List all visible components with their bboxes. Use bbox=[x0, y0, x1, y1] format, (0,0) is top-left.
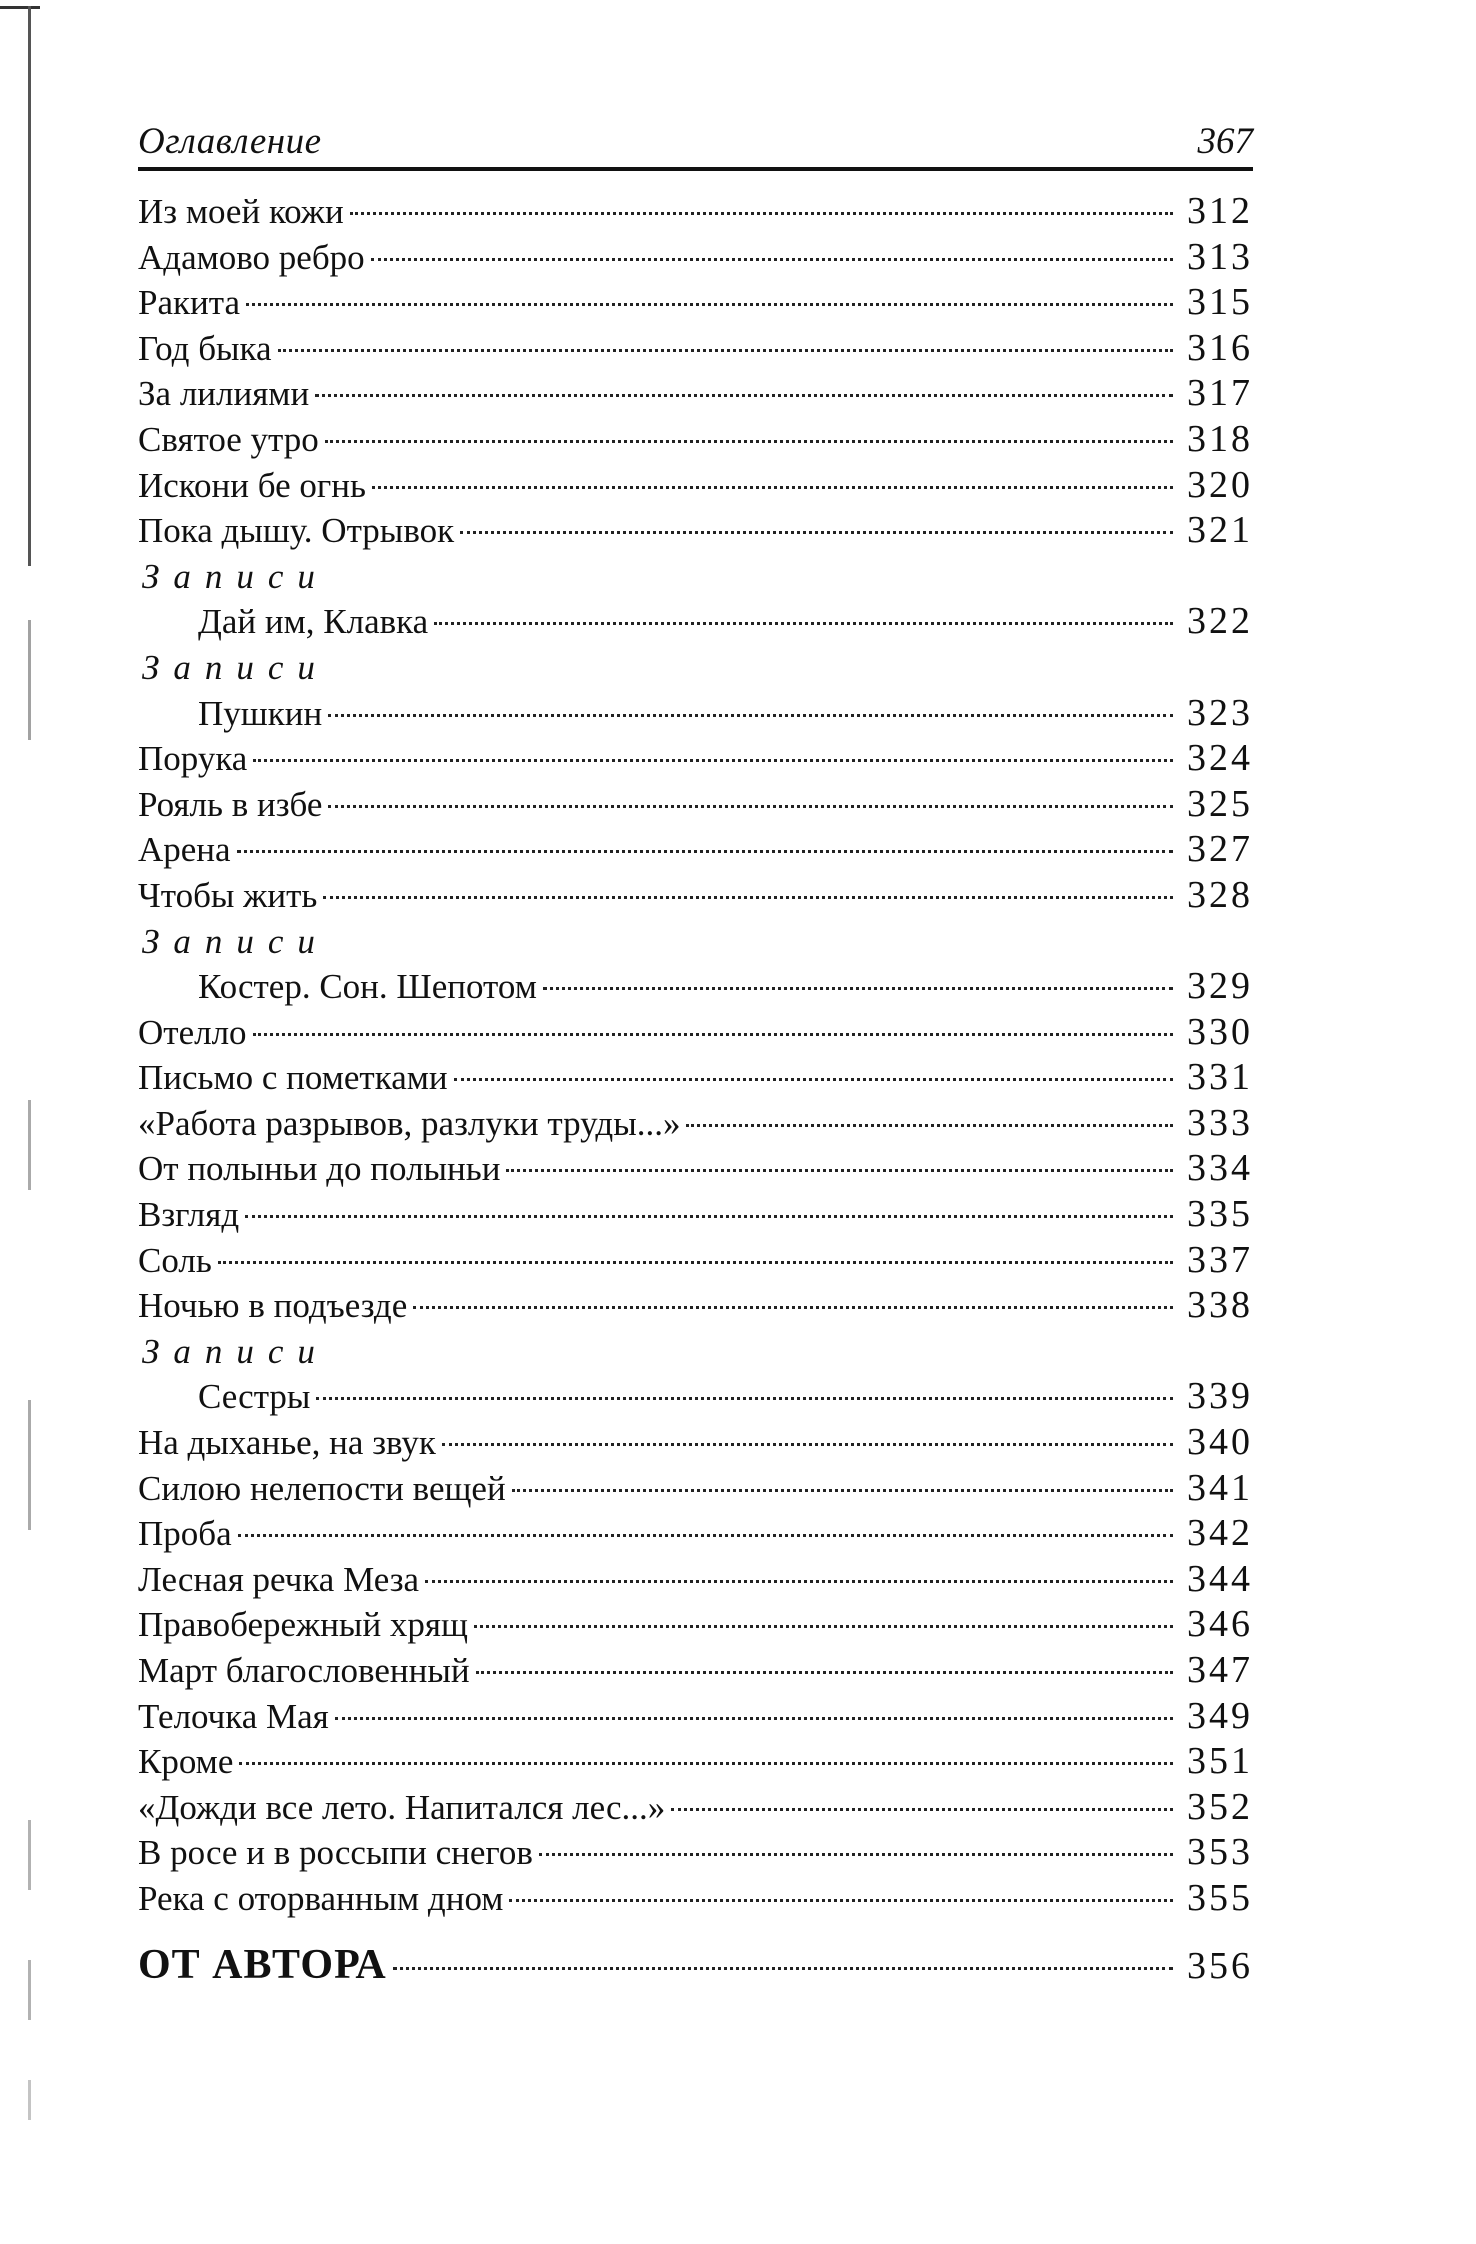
dot-leader bbox=[413, 1306, 1173, 1309]
toc-page-number: 315 bbox=[1187, 281, 1253, 324]
toc-entry bbox=[138, 782, 1253, 828]
toc-page-number: 333 bbox=[1187, 1101, 1253, 1144]
dot-leader bbox=[434, 622, 1173, 625]
dot-leader bbox=[372, 486, 1173, 489]
scan-border-left bbox=[28, 1100, 31, 1190]
toc-page-number: 356 bbox=[1187, 1944, 1253, 1987]
toc-page-number: 340 bbox=[1187, 1421, 1253, 1464]
toc-page-number: 312 bbox=[1187, 190, 1253, 232]
toc-page-number: 331 bbox=[1187, 1056, 1253, 1099]
toc-entry bbox=[138, 1602, 1253, 1648]
toc-entry bbox=[138, 1785, 1253, 1831]
toc-entry-title: От полыньи до полыньи bbox=[138, 1149, 501, 1189]
toc-entry bbox=[138, 1466, 1253, 1512]
scan-border-top bbox=[0, 6, 40, 9]
toc-entry-title: Записи bbox=[142, 556, 329, 596]
toc-entry-title: В росе и в россыпи снегов bbox=[138, 1833, 533, 1873]
dot-leader bbox=[350, 212, 1173, 215]
dot-leader bbox=[506, 1169, 1173, 1172]
toc-entry-title: Кроме bbox=[138, 1742, 234, 1782]
dot-leader bbox=[218, 1261, 1173, 1264]
toc-entry bbox=[138, 1283, 1253, 1329]
toc-entry-title: Костер. Сон. Шепотом bbox=[198, 967, 537, 1007]
running-head-title: Оглавление bbox=[138, 121, 322, 162]
running-head bbox=[138, 105, 1253, 171]
toc-entry bbox=[138, 1101, 1253, 1147]
dot-leader bbox=[335, 1717, 1173, 1720]
dot-leader bbox=[460, 531, 1173, 534]
toc-entry bbox=[138, 1648, 1253, 1694]
toc-page-number: 328 bbox=[1187, 873, 1253, 916]
toc-section-heading bbox=[138, 1329, 1253, 1375]
toc-entry-title: Записи bbox=[142, 647, 329, 687]
toc-entry-title: Пушкин bbox=[198, 693, 323, 733]
toc-entry-title: «Работа разрывов, разлуки труды...» bbox=[138, 1103, 681, 1143]
toc-entry bbox=[138, 1739, 1253, 1785]
dot-leader bbox=[671, 1808, 1173, 1811]
toc-entry bbox=[138, 1146, 1253, 1192]
toc-entry-title: Рояль в избе bbox=[138, 784, 323, 824]
toc-entry-title: Чтобы жить bbox=[138, 875, 318, 915]
toc-page-number: 341 bbox=[1187, 1466, 1253, 1509]
dot-leader bbox=[474, 1625, 1173, 1628]
toc-entry-title: Река с оторванным дном bbox=[138, 1878, 504, 1918]
toc-page-number: 353 bbox=[1187, 1831, 1253, 1874]
dot-leader bbox=[509, 1899, 1173, 1902]
toc-entry bbox=[138, 280, 1253, 326]
dot-leader bbox=[328, 714, 1173, 717]
dot-leader bbox=[543, 987, 1173, 990]
dot-leader bbox=[238, 1534, 1173, 1537]
toc-page-number: 347 bbox=[1187, 1649, 1253, 1691]
toc-page-number: 325 bbox=[1187, 782, 1253, 825]
toc-page-number: 349 bbox=[1187, 1694, 1253, 1737]
toc-section-heading bbox=[138, 645, 1253, 691]
dot-leader bbox=[278, 349, 1173, 352]
toc-entry bbox=[138, 235, 1253, 281]
dot-leader bbox=[246, 303, 1173, 306]
dot-leader bbox=[512, 1489, 1173, 1492]
toc-page-number: 352 bbox=[1187, 1785, 1253, 1828]
toc-page-number: 346 bbox=[1187, 1603, 1253, 1646]
toc-page-number: 317 bbox=[1187, 372, 1253, 415]
toc-entry bbox=[138, 1420, 1253, 1466]
toc-page-number: 318 bbox=[1187, 417, 1253, 460]
toc-entry bbox=[138, 736, 1253, 782]
toc-entry-title: За лилиями bbox=[138, 374, 310, 414]
toc-entry bbox=[138, 1238, 1253, 1284]
dot-leader bbox=[253, 759, 1173, 762]
toc-entry-title: Силою нелепости вещей bbox=[138, 1468, 506, 1508]
scan-border-left bbox=[28, 1820, 31, 1890]
dot-leader bbox=[328, 805, 1173, 808]
dot-leader bbox=[245, 1215, 1173, 1218]
toc-entry bbox=[138, 1010, 1253, 1056]
toc-entry-title: Год быка bbox=[138, 328, 272, 368]
dot-leader bbox=[239, 1762, 1173, 1765]
dot-leader bbox=[425, 1580, 1173, 1583]
toc-page-number: 323 bbox=[1187, 691, 1253, 734]
toc-entry bbox=[138, 827, 1253, 873]
toc-entry-title: Порука bbox=[138, 739, 248, 779]
toc-entry bbox=[138, 1055, 1253, 1101]
toc-page-number: 334 bbox=[1187, 1147, 1253, 1190]
toc-entry-title: Записи bbox=[142, 1331, 329, 1371]
toc-section-heading bbox=[138, 554, 1253, 600]
toc-entry-title: Дай им, Клавка bbox=[198, 602, 429, 642]
toc-entry-title: Март благословенный bbox=[138, 1651, 470, 1690]
toc-entry bbox=[138, 599, 1253, 645]
toc-entry-title: Адамово ребро bbox=[138, 237, 365, 277]
toc-page-number: 322 bbox=[1187, 600, 1253, 643]
toc-entry bbox=[138, 371, 1253, 417]
toc-entry-title: Правобережный хрящ bbox=[138, 1605, 468, 1645]
scan-border-left bbox=[28, 6, 31, 566]
toc-entry bbox=[138, 1830, 1253, 1876]
toc-page-number: 327 bbox=[1187, 828, 1253, 871]
toc-entry bbox=[138, 463, 1253, 509]
toc-entry bbox=[138, 964, 1253, 1010]
toc-entry bbox=[138, 691, 1253, 737]
dot-leader bbox=[686, 1124, 1173, 1127]
toc-page-number: 339 bbox=[1187, 1375, 1253, 1418]
toc-entry-title: ОТ АВТОРА bbox=[138, 1941, 387, 1988]
toc-entry-title: Сестры bbox=[198, 1377, 311, 1417]
scan-border-left bbox=[28, 1400, 31, 1530]
toc-page-number: 329 bbox=[1187, 965, 1253, 1008]
toc-entry-title: «Дожди все лето. Напитался лес...» bbox=[138, 1787, 666, 1827]
dot-leader bbox=[253, 1033, 1173, 1036]
toc-author-entry bbox=[138, 1930, 1253, 2000]
dot-leader bbox=[442, 1443, 1173, 1446]
toc-entry bbox=[138, 1374, 1253, 1420]
toc-entry-title: Телочка Мая bbox=[138, 1696, 329, 1736]
scan-border-left bbox=[28, 620, 31, 740]
scan-border-left bbox=[28, 2080, 31, 2120]
toc-page-number: 351 bbox=[1187, 1740, 1253, 1783]
toc-page-number: 337 bbox=[1187, 1238, 1253, 1281]
book-page bbox=[138, 105, 1253, 2000]
toc-entry-title: Соль bbox=[138, 1240, 212, 1280]
toc-entry bbox=[138, 873, 1253, 919]
dot-leader bbox=[315, 394, 1173, 397]
toc-page-number: 330 bbox=[1187, 1010, 1253, 1053]
toc-entry-title: Письмо с пометками bbox=[138, 1058, 448, 1098]
toc-page-number: 316 bbox=[1187, 326, 1253, 369]
toc-page-number: 321 bbox=[1187, 509, 1253, 552]
toc-entry bbox=[138, 189, 1253, 235]
toc-page-number: 344 bbox=[1187, 1557, 1253, 1600]
toc-page-number: 335 bbox=[1187, 1193, 1253, 1236]
page-number: 367 bbox=[1197, 121, 1253, 162]
toc-entry bbox=[138, 1192, 1253, 1238]
toc-section-heading bbox=[138, 919, 1253, 965]
dot-leader bbox=[393, 1967, 1173, 1970]
toc-entry-title: Ракита bbox=[138, 283, 240, 323]
toc-page-number: 324 bbox=[1187, 737, 1253, 780]
toc-entry-title: Ночью в подъезде bbox=[138, 1286, 408, 1326]
toc-entry-title: Проба bbox=[138, 1514, 232, 1554]
toc-page-number: 338 bbox=[1187, 1284, 1253, 1327]
dot-leader bbox=[476, 1671, 1173, 1674]
toc-entry bbox=[138, 1876, 1253, 1922]
toc-entry-title: Из моей кожи bbox=[138, 192, 344, 231]
toc-entry-title: Святое утро bbox=[138, 419, 319, 459]
toc-page-number: 342 bbox=[1187, 1512, 1253, 1555]
scan-border-left bbox=[28, 1960, 31, 2020]
toc-entry-title: Отелло bbox=[138, 1012, 247, 1052]
table-of-contents bbox=[138, 189, 1253, 2000]
toc-page-number: 320 bbox=[1187, 463, 1253, 506]
toc-entry bbox=[138, 1511, 1253, 1557]
toc-entry bbox=[138, 326, 1253, 372]
dot-leader bbox=[539, 1853, 1173, 1856]
toc-page-number: 313 bbox=[1187, 235, 1253, 278]
toc-entry-title: Пока дышу. Отрывок bbox=[138, 511, 455, 551]
toc-entry-title: Лесная речка Меза bbox=[138, 1559, 420, 1599]
toc-entry-title: Арена bbox=[138, 830, 231, 870]
toc-page-number: 355 bbox=[1187, 1876, 1253, 1919]
dot-leader bbox=[371, 258, 1173, 261]
dot-leader bbox=[454, 1078, 1173, 1081]
dot-leader bbox=[325, 440, 1173, 443]
dot-leader bbox=[237, 850, 1173, 853]
toc-entry bbox=[138, 1694, 1253, 1740]
dot-leader bbox=[323, 896, 1173, 899]
toc-entry bbox=[138, 417, 1253, 463]
toc-entry bbox=[138, 508, 1253, 554]
toc-entry-title: Записи bbox=[142, 921, 329, 961]
toc-entry bbox=[138, 1557, 1253, 1603]
dot-leader bbox=[316, 1397, 1173, 1400]
toc-entry-title: Взгляд bbox=[138, 1195, 240, 1235]
toc-entry-title: На дыханье, на звук bbox=[138, 1423, 436, 1463]
toc-entry-title: Искони бе огнь bbox=[138, 465, 366, 505]
